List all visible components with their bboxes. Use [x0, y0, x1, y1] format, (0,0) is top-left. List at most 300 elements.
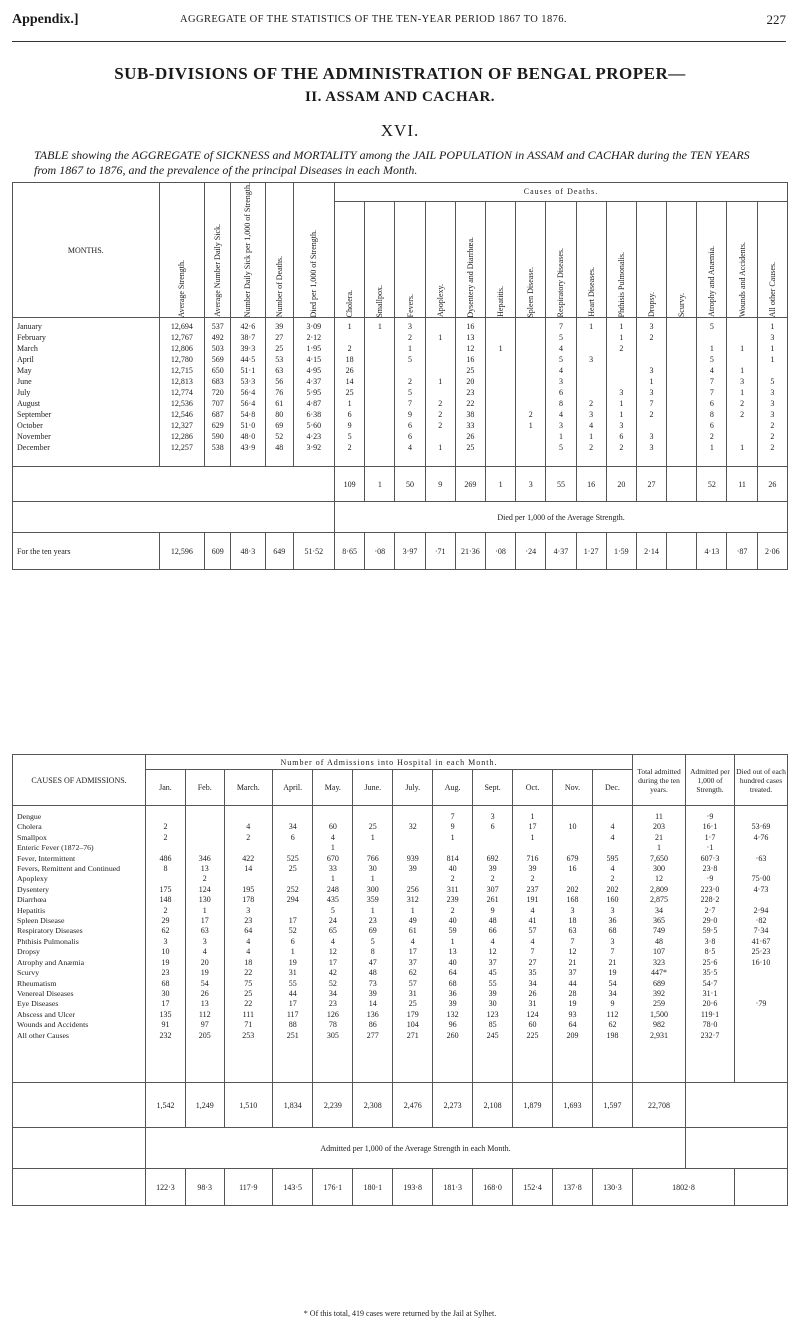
- table-cell: 814: [446, 853, 459, 863]
- data-column: [727, 318, 757, 467]
- table-cell: [365, 387, 394, 398]
- total-cell: 3: [516, 467, 546, 502]
- table-cell: 25: [275, 344, 284, 354]
- table-cell: [516, 431, 545, 442]
- cause-column-header: [697, 201, 727, 318]
- rate-cell: 1·27: [576, 533, 606, 570]
- table-cell: 33: [328, 864, 337, 874]
- rate-cell: 2·14: [636, 533, 666, 570]
- data-column: [205, 318, 231, 467]
- table-cell: 3: [610, 936, 615, 946]
- table-cell: 2: [619, 443, 624, 453]
- table-cell: 16: [568, 864, 577, 874]
- table-cell: [365, 354, 394, 365]
- cause-column-header: [485, 201, 515, 318]
- table-cell: 2: [770, 443, 775, 453]
- table-cell: October: [17, 421, 43, 431]
- table-cell: 5: [347, 432, 352, 442]
- table-cell: 57: [528, 926, 537, 936]
- data-column: [159, 318, 205, 467]
- cause-column-header-text: Spleen Disease.: [526, 266, 536, 318]
- table-cell: 749: [653, 926, 665, 936]
- table-cell: 69: [275, 421, 284, 431]
- table-cell: 34: [288, 822, 297, 832]
- table-cell: 2,931: [650, 1030, 668, 1040]
- table-cell: 7·34: [753, 926, 769, 936]
- rate-cell: 8·65: [335, 533, 365, 570]
- table-cell: 3: [570, 905, 575, 915]
- month-total-cell: 1,249: [185, 1083, 224, 1128]
- table-cell: 3: [589, 355, 594, 365]
- table-cell: 13: [200, 864, 209, 874]
- table-cell: 37: [408, 957, 417, 967]
- total-cell: [667, 467, 697, 502]
- table-cell: 42·6: [240, 322, 256, 332]
- table-cell: 21: [655, 832, 663, 842]
- table-cell: 7: [450, 812, 455, 821]
- table-cell: 30: [368, 864, 377, 874]
- table-cell: [637, 343, 666, 354]
- data-column: [513, 806, 553, 1083]
- table-cell: [735, 864, 787, 874]
- table-cell: 679: [566, 853, 579, 863]
- table-cell: 14: [345, 377, 354, 387]
- table-cell: Hepatitis: [17, 905, 46, 915]
- table-cell: 650: [211, 366, 224, 376]
- table-cell: [486, 409, 515, 420]
- table-cell: 80: [275, 410, 284, 420]
- table-cell: 34: [528, 978, 537, 988]
- causes-of-deaths-header: Causes of Deaths.: [335, 183, 788, 202]
- table-cell: Scurvy: [17, 968, 40, 978]
- table-cell: 3: [770, 388, 775, 398]
- table-cell: 24: [328, 916, 337, 926]
- month-header: Aug.: [433, 770, 473, 806]
- table-cell: 23: [244, 916, 253, 926]
- column-header: [159, 183, 205, 318]
- rate-cell: 21·36: [455, 533, 485, 570]
- table-cell: 1: [657, 843, 661, 853]
- table-cell: 13: [448, 947, 457, 957]
- month-header: March.: [224, 770, 273, 806]
- rate-label-row: [13, 502, 788, 533]
- table-cell: 629: [211, 421, 224, 431]
- table-cell: 178: [242, 895, 255, 905]
- table-cell: [365, 431, 394, 442]
- table-cell: 23: [368, 916, 377, 926]
- table-cell: [607, 376, 636, 387]
- table-cell: 136: [366, 1009, 379, 1019]
- table-cell: 17: [528, 822, 537, 832]
- column-header: [265, 183, 293, 318]
- month-header: Nov.: [553, 770, 593, 806]
- table-cell: 39: [275, 322, 284, 332]
- table-cell: [186, 833, 224, 843]
- data-column: [365, 318, 395, 467]
- table-cell: 23: [328, 999, 337, 1009]
- month-header: Feb.: [185, 770, 224, 806]
- table-cell: [735, 968, 787, 978]
- table-caption: TABLE showing the AGGREGATE of SICKNESS and MORTALITY among the JAIL POPULATION in ASSAM and CACHAR during the TEN YEARS from 1867 to 1876, and the prevalence of the principal Diseases in each Month.: [34, 148, 750, 177]
- table-cell: [365, 420, 394, 431]
- table-cell: [727, 332, 756, 343]
- table-cell: 135: [159, 1009, 172, 1019]
- table-cell: 422: [242, 853, 255, 863]
- table-cell: 111: [242, 1009, 254, 1019]
- month-total-cell: 1,879: [513, 1083, 553, 1128]
- data-column: [185, 806, 224, 1083]
- table-cell: Dropsy: [17, 947, 40, 957]
- month-total-cell: 2,308: [353, 1083, 393, 1128]
- table-cell: 63: [200, 926, 209, 936]
- table-cell: 41·67: [751, 936, 771, 946]
- table-cell: Eye Diseases: [17, 999, 59, 1009]
- table-cell: 492: [211, 333, 224, 343]
- table-cell: 7: [558, 322, 563, 332]
- table-cell: [637, 354, 666, 365]
- table-cell: Apoplexy: [17, 874, 48, 884]
- table-cell: March: [17, 344, 38, 354]
- data-column: [265, 318, 293, 467]
- table-cell: 30: [161, 988, 170, 998]
- table-cell: [667, 376, 696, 387]
- table-cell: August: [17, 399, 41, 409]
- table-cell: 3: [589, 410, 594, 420]
- table-cell: 93: [568, 1009, 577, 1019]
- table-cell: 2: [619, 344, 624, 354]
- rate-cell: ·71: [425, 533, 455, 570]
- table-cell: [486, 431, 515, 442]
- table-cell: 91: [161, 1020, 170, 1030]
- month-total-cell: 2,273: [433, 1083, 473, 1128]
- table-cell: 59: [448, 926, 457, 936]
- table-cell: [735, 1010, 787, 1020]
- table-cell: 3: [558, 421, 563, 431]
- table-cell: 112: [198, 1009, 211, 1019]
- table-cell: 4: [330, 936, 335, 946]
- table-cell: 1: [450, 832, 455, 842]
- table-cell: 1: [530, 832, 535, 842]
- table-cell: 503: [211, 344, 224, 354]
- admitted-per-1000-header: Admitted per 1,000 of Strength.: [686, 755, 735, 806]
- data-column: [735, 806, 788, 1083]
- month-rate-cell: 117·9: [224, 1169, 273, 1206]
- table-cell: Spleen Disease: [17, 916, 65, 926]
- table-cell: 6: [619, 432, 624, 442]
- table-cell: 53·3: [240, 377, 256, 387]
- table-cell: [395, 365, 424, 376]
- table-cell: 23: [466, 388, 475, 398]
- table-cell: [353, 843, 392, 853]
- table-cell: [516, 398, 545, 409]
- table-cell: 1: [408, 344, 413, 354]
- table-cell: 27: [528, 957, 537, 967]
- table-cell: 4: [530, 905, 535, 915]
- table-cell: 7,650: [650, 853, 668, 863]
- table-cell: [486, 365, 515, 376]
- table-cell: [667, 431, 696, 442]
- table-cell: 40: [448, 864, 457, 874]
- table-cell: 148: [159, 895, 172, 905]
- table-cell: [273, 874, 312, 884]
- table-cell: 2: [770, 421, 775, 431]
- table-cell: 252: [286, 884, 299, 894]
- ten-year-cell: 649: [265, 533, 293, 570]
- table-cell: 2: [408, 333, 413, 343]
- table-cell: [486, 442, 515, 453]
- table-cell: 5·60: [306, 421, 322, 431]
- table-cell: 4: [558, 366, 563, 376]
- month-total-cell: 2,108: [473, 1083, 513, 1128]
- total-cell: 16: [576, 467, 606, 502]
- table-cell: [637, 420, 666, 431]
- table-cell: 312: [406, 895, 419, 905]
- table-cell: 689: [653, 978, 665, 988]
- month-rate-cell: 130·3: [592, 1169, 632, 1206]
- table-cell: 19: [200, 968, 209, 978]
- table-cell: 23: [161, 968, 170, 978]
- table-cell: 7: [709, 377, 714, 387]
- table-cell: 6: [408, 432, 413, 442]
- table-cell: 1: [410, 905, 415, 915]
- total-cell: 27: [636, 467, 666, 502]
- table-cell: 6: [290, 832, 295, 842]
- ten-years-label: For the ten years: [13, 533, 160, 570]
- table-cell: 13: [466, 333, 475, 343]
- table-cell: 1: [370, 905, 375, 915]
- table-cell: 228·2: [700, 895, 720, 905]
- table-cell: 4: [408, 443, 413, 453]
- table-cell: [486, 321, 515, 332]
- column-header: [205, 183, 231, 318]
- table-cell: 8·5: [704, 947, 716, 957]
- table-cell: 7: [649, 399, 654, 409]
- table-cell: July: [17, 388, 31, 398]
- table-cell: 4: [589, 421, 594, 431]
- table-cell: 716: [526, 853, 539, 863]
- table-cell: [186, 843, 224, 853]
- table-cell: 16: [466, 355, 475, 365]
- table-cell: 202: [566, 884, 579, 894]
- table-cell: 237: [526, 884, 539, 894]
- table-cell: 1: [619, 333, 624, 343]
- table-cell: 198: [606, 1030, 619, 1040]
- table-cell: 3: [649, 322, 654, 332]
- table-cell: 96: [448, 1020, 457, 1030]
- total-cell: 50: [395, 467, 425, 502]
- table-cell: 209: [566, 1030, 579, 1040]
- table-cell: 435: [326, 895, 339, 905]
- table-cell: 35: [528, 968, 537, 978]
- cause-column-header-text: Smallpox.: [375, 284, 385, 318]
- admissions-table: [12, 754, 788, 1206]
- table-cell: 56·4: [240, 388, 256, 398]
- table-cell: 45: [488, 968, 497, 978]
- total-cell: 269: [455, 467, 485, 502]
- ten-year-cell: 48·3: [231, 533, 266, 570]
- table-cell: 59·5: [702, 926, 718, 936]
- table-cell: 31: [528, 999, 537, 1009]
- table-cell: 75·00: [751, 874, 771, 884]
- rate-cell: [667, 533, 697, 570]
- table-cell: 57: [408, 978, 417, 988]
- month-header: Dec.: [592, 770, 632, 806]
- table-cell: 53·69: [751, 822, 771, 832]
- month-rate-cell: 193·8: [393, 1169, 433, 1206]
- table-cell: ·9: [706, 812, 714, 821]
- table-cell: 12,546: [170, 410, 193, 420]
- table-cell: 12,806: [170, 344, 193, 354]
- table-cell: Fevers, Remittent and Continued: [17, 864, 121, 874]
- data-column: [757, 318, 787, 467]
- table-cell: 239: [446, 895, 459, 905]
- table-cell: 223·0: [700, 884, 720, 894]
- table-cell: ·1: [706, 843, 714, 853]
- table-cell: 16·10: [751, 957, 771, 967]
- table-cell: 1: [709, 344, 714, 354]
- table-cell: Dysentery: [17, 884, 50, 894]
- table-cell: 18: [244, 957, 253, 967]
- table-cell: 5: [408, 388, 413, 398]
- table-cell: 447*: [651, 968, 667, 978]
- table-cell: 2: [740, 410, 745, 420]
- table-cell: 12,813: [170, 377, 193, 387]
- table-cell: 31: [288, 968, 297, 978]
- table-cell: 66: [488, 926, 497, 936]
- table-cell: 9: [610, 999, 615, 1009]
- table-cell: 52: [288, 926, 297, 936]
- table-cell: [667, 354, 696, 365]
- table-cell: 4: [490, 936, 495, 946]
- table-cell: 191: [526, 895, 539, 905]
- table-cell: 12: [655, 874, 663, 884]
- table-cell: 34: [328, 988, 337, 998]
- table-cell: 1: [740, 443, 745, 453]
- table-cell: [607, 354, 636, 365]
- table-cell: 168: [566, 895, 579, 905]
- table-cell: 3: [619, 388, 624, 398]
- table-cell: 9: [490, 905, 495, 915]
- table-cell: 3: [770, 333, 775, 343]
- table-cell: Cholera: [17, 822, 42, 832]
- table-cell: Smallpox: [17, 832, 47, 842]
- table-cell: [393, 843, 432, 853]
- table-cell: 260: [446, 1030, 459, 1040]
- table-cell: 39: [488, 864, 497, 874]
- cause-column-header-text: Apoplexy.: [435, 284, 445, 318]
- table-cell: 2: [770, 432, 775, 442]
- month-total-cell: 2,239: [313, 1083, 353, 1128]
- table-cell: 56·4: [240, 399, 256, 409]
- table-cell: [727, 431, 756, 442]
- table-cell: 300: [366, 884, 379, 894]
- table-cell: 707: [211, 399, 224, 409]
- total-cell: 55: [546, 467, 576, 502]
- table-cell: 17: [200, 916, 209, 926]
- cause-column-header-text: Respiratory Diseases.: [556, 247, 566, 318]
- table-cell: 9: [347, 421, 352, 431]
- admissions-group-header: Number of Admissions into Hospital in each Month.: [146, 755, 633, 770]
- column-header: [231, 183, 266, 318]
- table-cell: 69: [368, 926, 377, 936]
- table-cell: 939: [406, 853, 419, 863]
- table-cell: 85: [488, 1020, 497, 1030]
- table-cell: 1: [589, 432, 594, 442]
- cause-column-header-text: Scurvy.: [677, 293, 687, 318]
- table-cell: 311: [446, 884, 459, 894]
- table-cell: 5: [408, 355, 413, 365]
- table-cell: 160: [606, 895, 619, 905]
- table-cell: 2: [408, 377, 413, 387]
- table-cell: [516, 365, 545, 376]
- data-column: [553, 806, 593, 1083]
- table-cell: 17: [288, 999, 297, 1009]
- table-cell: 55: [488, 978, 497, 988]
- table-cell: 175: [159, 884, 172, 894]
- table-cell: 132: [446, 1009, 459, 1019]
- table-cell: [667, 409, 696, 420]
- table-cell: 259: [653, 999, 665, 1009]
- table-cell: December: [17, 443, 50, 453]
- table-cell: [667, 332, 696, 343]
- blank-cell: [686, 1083, 788, 1128]
- sub-title: II. ASSAM AND CACHAR.: [304, 89, 496, 105]
- table-cell: [516, 321, 545, 332]
- month-rate-cell: 181·3: [433, 1169, 473, 1206]
- table-cell: 294: [286, 895, 299, 905]
- table-cell: 12: [568, 947, 577, 957]
- table-cell: 261: [486, 895, 499, 905]
- rate-cell: ·08: [365, 533, 395, 570]
- table-cell: 39: [488, 988, 497, 998]
- month-total-cell: 2,476: [393, 1083, 433, 1128]
- table-cell: 1: [530, 812, 535, 821]
- table-cell: 256: [406, 884, 419, 894]
- table-cell: 62: [408, 968, 417, 978]
- running-title: AGGREGATE OF THE STATISTICS OF THE TEN-YEAR PERIOD 1867 TO 1876.: [180, 14, 567, 25]
- table-cell: [225, 874, 273, 884]
- table-cell: 25·6: [702, 957, 718, 967]
- table-cell: 36: [608, 916, 617, 926]
- table-cell: [553, 874, 592, 884]
- table-cell: 12,715: [170, 366, 193, 376]
- table-cell: 26: [200, 988, 209, 998]
- table-cell: 225: [526, 1030, 539, 1040]
- total-cell: 9: [425, 467, 455, 502]
- table-cell: 63: [568, 926, 577, 936]
- cause-column-header: [516, 201, 546, 318]
- table-cell: 2: [163, 822, 168, 832]
- cause-column-header: [576, 201, 606, 318]
- table-cell: Abscess and Ulcer: [17, 1009, 76, 1019]
- table-cell: 982: [653, 1020, 665, 1030]
- data-column: [395, 318, 425, 467]
- table-cell: 25: [345, 388, 354, 398]
- table-cell: 17: [288, 916, 297, 926]
- table-cell: [393, 874, 432, 884]
- table-cell: Venereal Diseases: [17, 988, 74, 998]
- table-cell: [426, 321, 455, 332]
- table-cell: 590: [211, 432, 224, 442]
- rate-cell: 4·37: [546, 533, 576, 570]
- table-cell: 1: [558, 432, 563, 442]
- table-cell: 5: [709, 355, 714, 365]
- table-cell: [335, 332, 364, 343]
- table-cell: [735, 812, 787, 822]
- footnote: * Of this total, 419 cases were returned by the Jail at Sylhet.: [303, 1309, 497, 1318]
- data-column: [686, 806, 735, 1083]
- table-cell: 4: [410, 936, 415, 946]
